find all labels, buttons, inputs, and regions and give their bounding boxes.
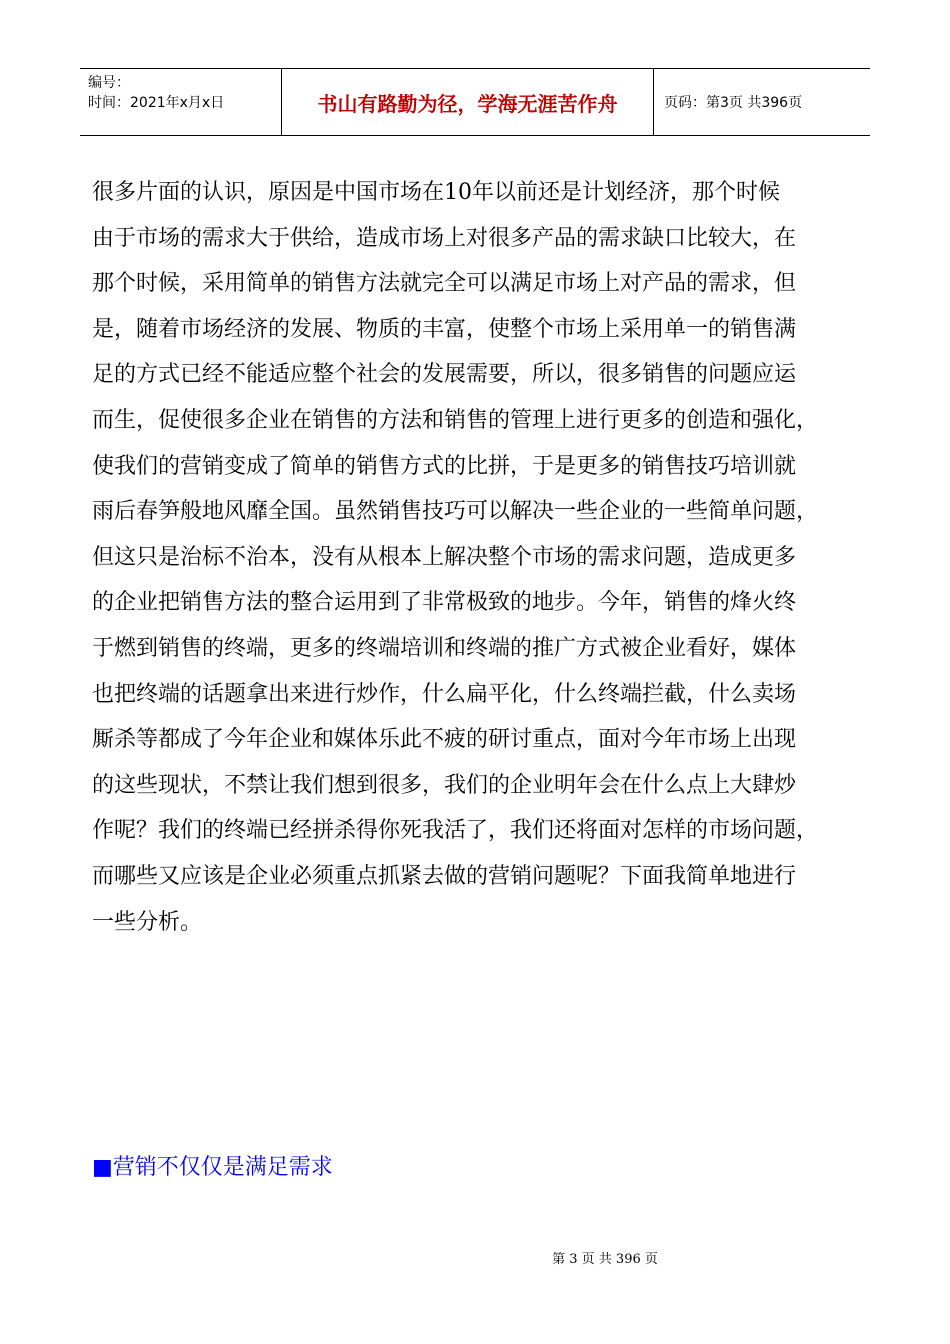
body-line: 而哪些又应该是企业必须重点抓紧去做的营销问题呢？下面我简单地进行 (92, 863, 797, 889)
body-line: 一些分析。 (92, 909, 203, 935)
header-page-info: 页码：第3页 共396页 (664, 95, 803, 111)
body-line: 很多片面的认识，原因是中国市场在10年以前还是计划经济，那个时候 (92, 180, 780, 205)
body-line: 也把终端的话题拿出来进行炒作，什么扁平化，什么终端拦截，什么卖场 (92, 681, 797, 707)
header-motto: 书山有路勤为径，学海无涯苦作舟 (281, 69, 654, 135)
body-line: 足的方式已经不能适应整个社会的发展需要，所以，很多销售的问题应运 (92, 362, 797, 388)
body-line: 但这只是治标不治本，没有从根本上解决整个市场的需求问题，造成更多 (92, 544, 797, 570)
section-heading: ■营销不仅仅是满足需求 (92, 1155, 333, 1180)
body-line: 的企业把销售方法的整合运用到了非常极致的地步。今年，销售的烽火终 (92, 590, 797, 616)
header-time-label: 时间：2021年x月x日 (88, 95, 225, 111)
body-line: 的这些现状，不禁让我们想到很多，我们的企业明年会在什么点上大肆炒 (92, 772, 797, 798)
page-footer: 第 3 页 共 396 页 (552, 1252, 658, 1267)
body-line: 使我们的营销变成了简单的销售方式的比拼，于是更多的销售技巧培训就 (92, 453, 797, 479)
page-header (80, 68, 870, 136)
body-line: 于燃到销售的终端，更多的终端培训和终端的推广方式被企业看好，媒体 (92, 635, 797, 661)
header-number-label: 编号： (88, 75, 130, 91)
body-line: 由于市场的需求大于供给，造成市场上对很多产品的需求缺口比较大，在 (92, 225, 797, 251)
body-line: 那个时候，采用简单的销售方法就完全可以满足市场上对产品的需求，但 (92, 271, 797, 297)
header-meta (80, 69, 281, 135)
body-line: 是，随着市场经济的发展、物质的丰富，使整个市场上采用单一的销售满 (92, 316, 797, 342)
body-line: 作呢？我们的终端已经拼杀得你死我活了，我们还将面对怎样的市场问题， (92, 818, 819, 844)
body-line: 而生，促使很多企业在销售的方法和销售的管理上进行更多的创造和强化， (92, 407, 819, 433)
body-line: 厮杀等都成了今年企业和媒体乐此不疲的研讨重点，面对今年市场上出现 (92, 727, 797, 753)
body-line: 雨后春笋般地风靡全国。虽然销售技巧可以解决一些企业的一些简单问题， (92, 499, 819, 525)
body-paragraph (92, 170, 882, 945)
